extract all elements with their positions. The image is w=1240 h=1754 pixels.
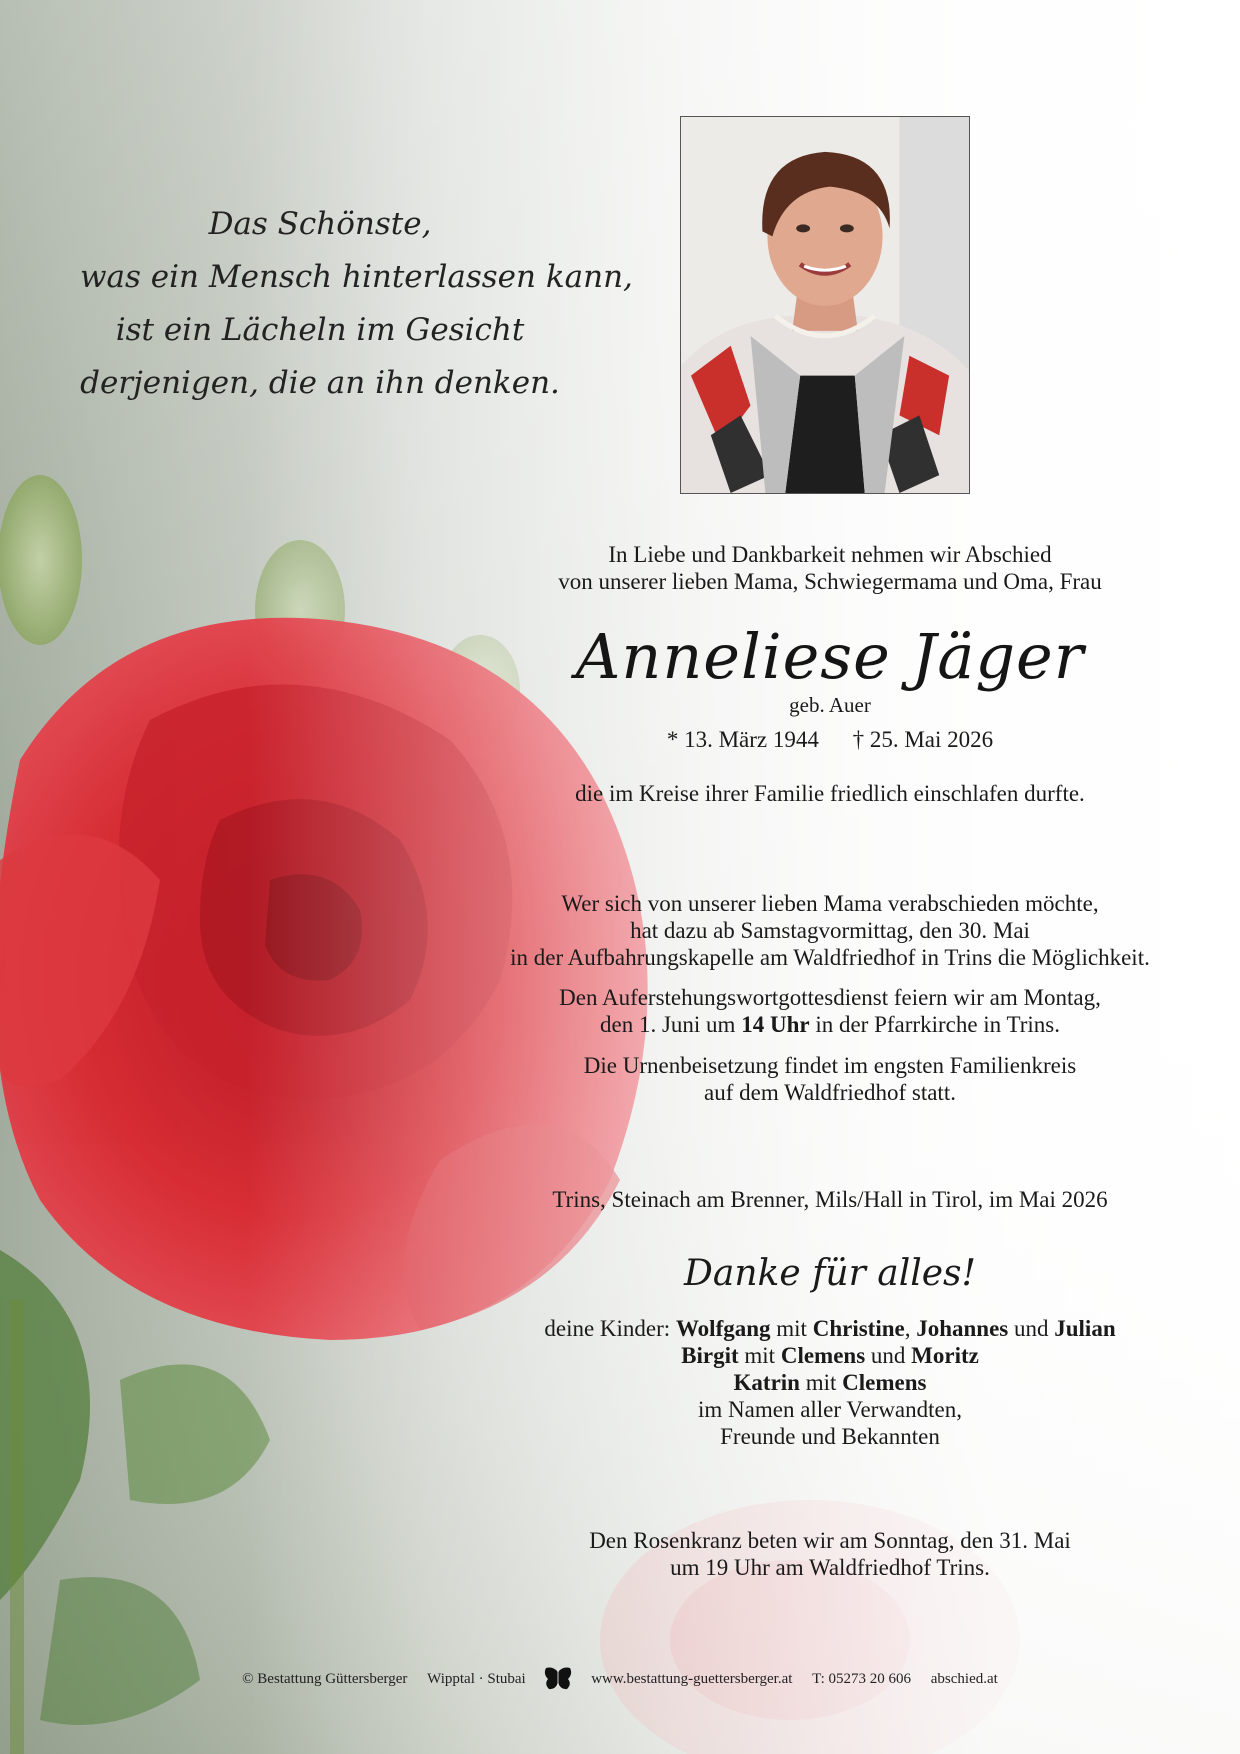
footer-website-link[interactable]: www.bestattung-guettersberger.at bbox=[591, 1671, 793, 1687]
family-member-name: Birgit bbox=[681, 1343, 739, 1368]
footer-copyright: © Bestattung Güttersberger bbox=[242, 1671, 408, 1687]
family-member-name: Clemens bbox=[842, 1370, 927, 1395]
thanks-heading: Danke für alles! bbox=[684, 1253, 976, 1294]
intro-line: In Liebe und Dankbarkeit nehmen wir Abschied bbox=[608, 542, 1052, 567]
family-member-name: Clemens bbox=[780, 1343, 866, 1368]
family-member-name: Johannes bbox=[916, 1316, 1009, 1341]
deceased-name: Anneliese Jäger bbox=[575, 620, 1085, 693]
service-line: Den Auferstehungswortgottesdienst feiern wir am Montag, bbox=[559, 985, 1101, 1010]
birth-date: * 13. März 1944 bbox=[666, 727, 819, 752]
quote-line: ist ein Lächeln im Gesicht bbox=[115, 312, 525, 348]
service-time: 14 Uhr bbox=[741, 1012, 810, 1037]
intro-text bbox=[440, 541, 1220, 595]
viewing-line: in der Aufbahrungskapelle am Waldfriedhof in Trins die Möglichkeit. bbox=[510, 945, 1150, 970]
family-member-name: Wolfgang bbox=[675, 1316, 771, 1341]
viewing-info bbox=[440, 890, 1220, 971]
family-member-name: Julian bbox=[1054, 1316, 1116, 1341]
service-line bbox=[440, 1011, 1220, 1038]
family-text: , bbox=[904, 1316, 917, 1341]
passing-text: die im Kreise ihrer Familie friedlich einschlafen durfte. bbox=[575, 781, 1085, 806]
family-text: mit bbox=[770, 1316, 813, 1341]
family-list bbox=[440, 1315, 1220, 1450]
service-text: in der Pfarrkirche in Trins. bbox=[809, 1012, 1060, 1037]
burial-line: auf dem Waldfriedhof statt. bbox=[704, 1080, 956, 1105]
viewing-line: hat dazu ab Samstagvormittag, den 30. Mai bbox=[630, 918, 1030, 943]
family-text: mit bbox=[799, 1370, 843, 1395]
butterfly-icon bbox=[543, 1666, 573, 1692]
maiden-name: geb. Auer bbox=[789, 693, 871, 717]
family-line bbox=[440, 1315, 1220, 1342]
rosary-info bbox=[440, 1527, 1220, 1581]
viewing-line: Wer sich von unserer lieben Mama verabschieden möchte, bbox=[561, 891, 1099, 916]
service-info bbox=[440, 984, 1220, 1038]
family-text: mit bbox=[738, 1343, 781, 1368]
family-text: deine Kinder: bbox=[544, 1316, 676, 1341]
family-text: und bbox=[1008, 1316, 1055, 1341]
portrait-photo bbox=[680, 116, 970, 494]
portrait-photo-image bbox=[681, 117, 969, 493]
quote-line: Das Schönste, bbox=[208, 206, 432, 242]
family-member-name: Christine bbox=[812, 1316, 905, 1341]
quote-line: derjenigen, die an ihn denken. bbox=[80, 365, 560, 401]
family-line: Freunde und Bekannten bbox=[720, 1424, 940, 1449]
footer-region: Wipptal · Stubai bbox=[427, 1671, 526, 1687]
footer bbox=[0, 1666, 1240, 1692]
intro-line: von unserer lieben Mama, Schwiegermama und Oma, Frau bbox=[558, 569, 1102, 594]
burial-info bbox=[440, 1052, 1220, 1106]
family-line bbox=[440, 1342, 1220, 1369]
quote-line: was ein Mensch hinterlassen kann, bbox=[80, 259, 633, 295]
death-date: † 25. Mai 2026 bbox=[852, 727, 994, 752]
rosary-line: um 19 Uhr am Waldfriedhof Trins. bbox=[670, 1555, 990, 1580]
family-line bbox=[440, 1369, 1220, 1396]
life-dates bbox=[440, 726, 1220, 754]
memorial-quote bbox=[80, 198, 633, 410]
family-member-name: Moritz bbox=[911, 1343, 979, 1368]
family-line: im Namen aller Verwandten, bbox=[698, 1397, 962, 1422]
service-text: den 1. Juni um bbox=[600, 1012, 742, 1037]
footer-site-link[interactable]: abschied.at bbox=[930, 1671, 998, 1687]
family-text: und bbox=[865, 1343, 912, 1368]
family-member-name: Katrin bbox=[733, 1370, 800, 1395]
rosary-line: Den Rosenkranz beten wir am Sonntag, den 31. Mai bbox=[589, 1528, 1071, 1553]
footer-phone: T: 05273 20 606 bbox=[812, 1671, 912, 1687]
burial-line: Die Urnenbeisetzung findet im engsten Familienkreis bbox=[583, 1053, 1077, 1078]
place-date: Trins, Steinach am Brenner, Mils/Hall in Tirol, im Mai 2026 bbox=[552, 1187, 1108, 1212]
